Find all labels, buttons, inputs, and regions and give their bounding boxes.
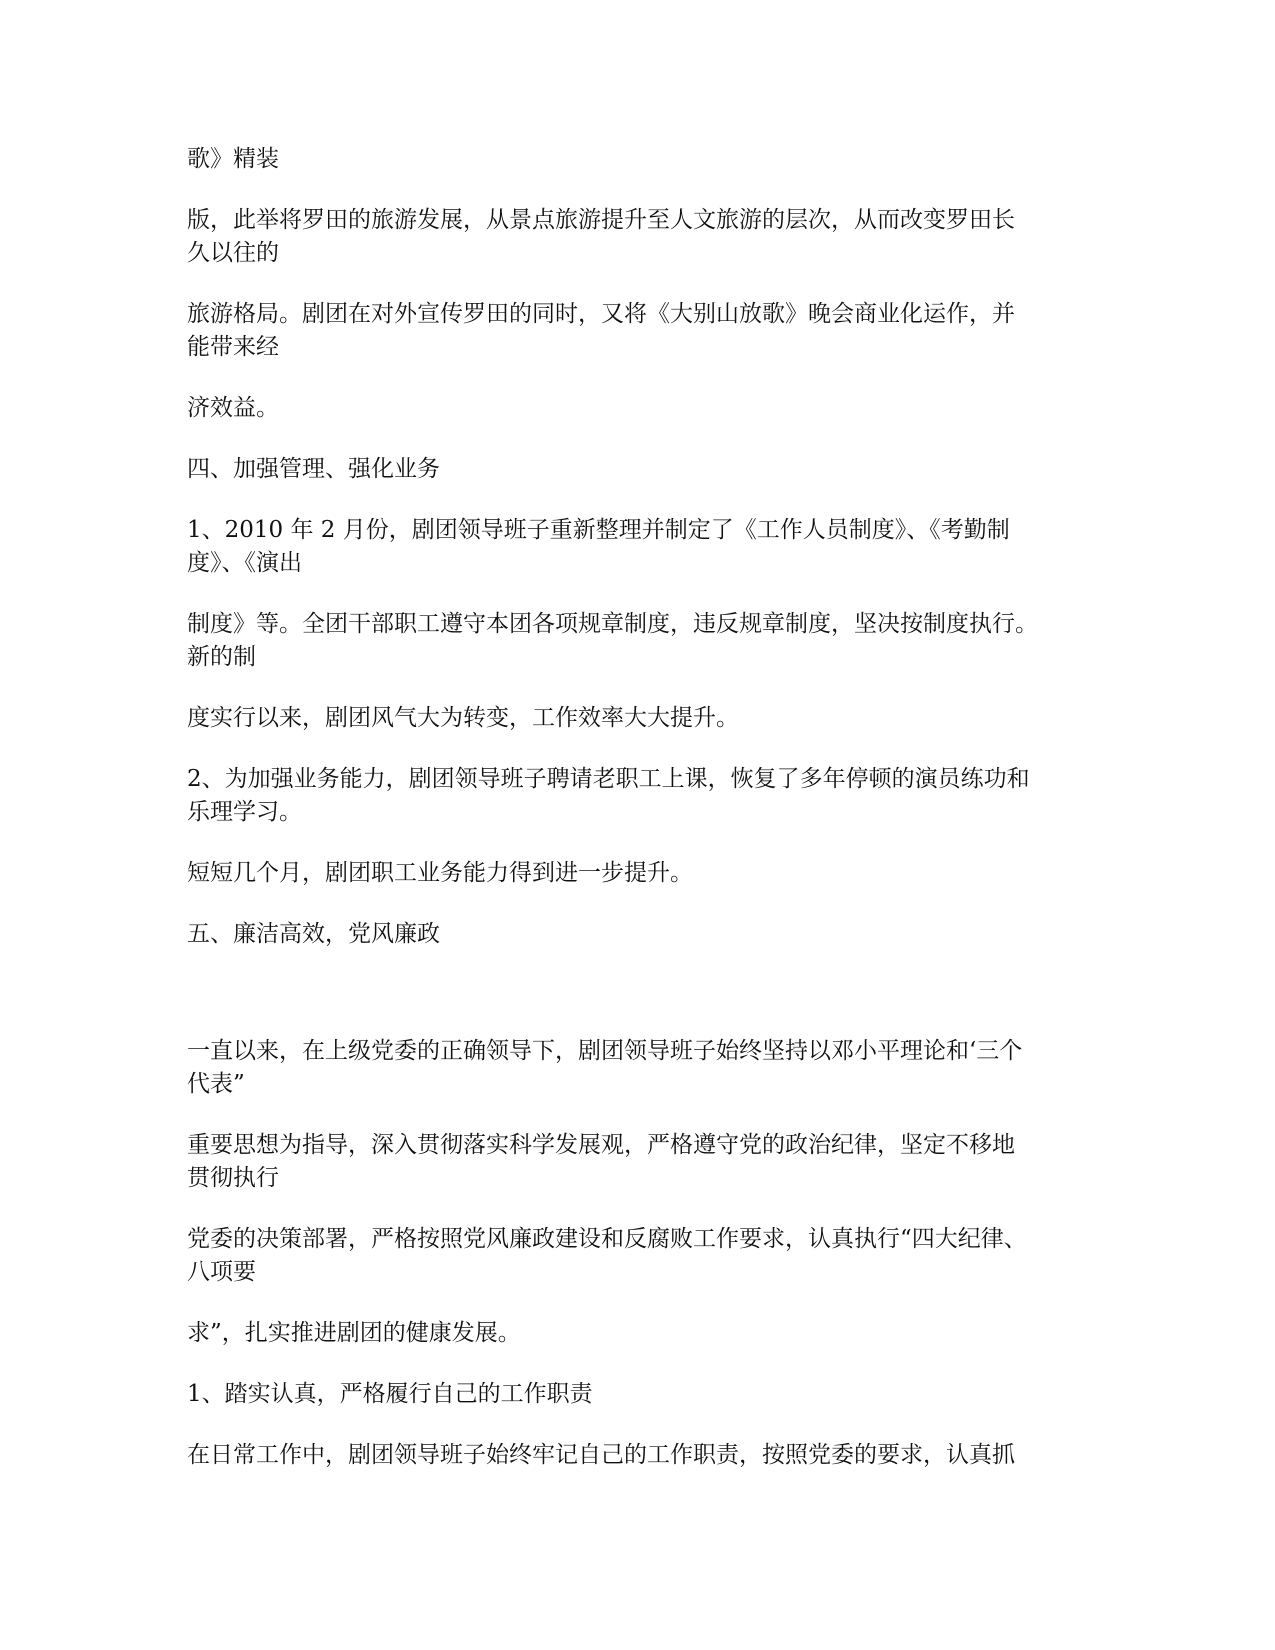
text-line: 版，此举将罗田的旅游发展，从景点旅游提升至人文旅游的层次，从而改变罗田长 (187, 207, 1015, 233)
text-line: 短短几个月，剧团职工业务能力得到进一步提升。 (187, 860, 693, 886)
paragraph (187, 918, 1087, 951)
text-line: 重要思想为指导，深入贯彻落实科学发展观，严格遵守党的政治纪律，坚定不移地 (187, 1132, 1015, 1158)
paragraph-group-bottom (187, 1035, 1087, 1472)
paragraph (187, 1317, 1087, 1350)
paragraph (187, 204, 1087, 270)
paragraph (187, 1439, 1087, 1472)
paragraph (187, 1378, 1087, 1411)
paragraph (187, 298, 1087, 364)
paragraph-group-top (187, 143, 1087, 951)
text-line: 八项要 (187, 1259, 256, 1285)
paragraph (187, 514, 1087, 580)
text-line: 度实行以来，剧团风气大为转变，工作效率大大提升。 (187, 705, 739, 731)
paragraph (187, 702, 1087, 735)
paragraph (187, 453, 1087, 486)
paragraph (187, 392, 1087, 425)
text-line: 2、为加强业务能力，剧团领导班子聘请老职工上课，恢复了多年停顿的演员练功和 (187, 766, 1030, 792)
document-body (187, 143, 1087, 1500)
paragraph-gap (187, 979, 1087, 1035)
text-line: 1、踏实认真，严格履行自己的工作职责 (187, 1381, 593, 1407)
text-line: 1、2010 年 2 月份，剧团领导班子重新整理并制定了《工作人员制度》、《考勤制 (187, 517, 1010, 543)
text-line: 五、廉洁高效，党风廉政 (187, 921, 440, 947)
text-line: 旅游格局。剧团在对外宣传罗田的同时，又将《大别山放歌》晚会商业化运作，并 (187, 301, 1015, 327)
text-line: 新的制 (187, 644, 256, 670)
text-line: 歌》精装 (187, 146, 279, 172)
paragraph (187, 1035, 1087, 1101)
text-line: 能带来经 (187, 334, 279, 360)
text-line: 代表” (187, 1071, 245, 1097)
text-line: 求”，扎实推进剧团的健康发展。 (187, 1320, 521, 1346)
text-line: 贯彻执行 (187, 1165, 279, 1191)
paragraph (187, 143, 1087, 176)
text-line: 一直以来，在上级党委的正确领导下，剧团领导班子始终坚持以邓小平理论和‘三个 (187, 1038, 1023, 1064)
paragraph (187, 1129, 1087, 1195)
text-line: 乐理学习。 (187, 799, 302, 825)
text-line: 制度》等。全团干部职工遵守本团各项规章制度，违反规章制度，坚决按制度执行。 (187, 611, 1038, 637)
text-line: 济效益。 (187, 395, 279, 421)
text-line: 度》、《演出 (187, 550, 302, 576)
text-line: 党委的决策部署，严格按照党风廉政建设和反腐败工作要求，认真执行“四大纪律、 (187, 1226, 1027, 1252)
paragraph (187, 857, 1087, 890)
text-line: 在日常工作中，剧团领导班子始终牢记自己的工作职责，按照党委的要求，认真抓 (187, 1442, 1015, 1468)
text-line: 四、加强管理、强化业务 (187, 456, 440, 482)
paragraph (187, 608, 1087, 674)
paragraph (187, 763, 1087, 829)
paragraph (187, 1223, 1087, 1289)
text-line: 久以往的 (187, 240, 279, 266)
